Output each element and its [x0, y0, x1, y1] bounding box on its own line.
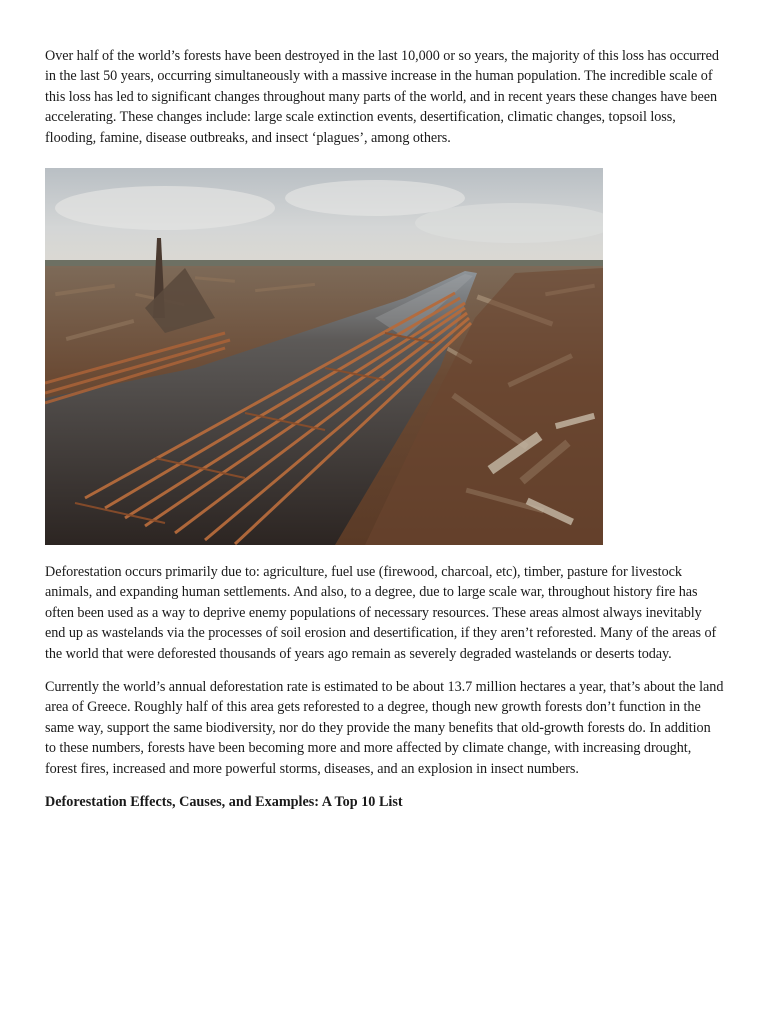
- deforested-canal-image: [45, 168, 603, 545]
- deforestation-photo: [45, 168, 725, 545]
- paragraph-intro: Over half of the world’s forests have been destroyed in the last 10,000 or so years, the majority of this loss has occurred in the last 50 years, occurring simultaneously with a massive increase in the human population. The incredible scale of this loss has led to significant changes throughout many parts of the world, and in recent years these changes have been accelerating. These changes include: large scale extinction events, desertification, climatic changes, topsoil loss, flooding, famine, disease outbreaks, and insect ‘plagues’, among others.: [45, 48, 719, 146]
- paragraph-causes: Deforestation occurs primarily due to: agriculture, fuel use (firewood, charcoal, etc), timber, pasture for livestock animals, and expanding human settlements. And also, to a degree, due to large scale war, throughout history fire has often been used as a way to deprive enemy populations of necessary resources. These areas almost always inevitably end up as wastelands via the processes of soil erosion and desertification, if they aren’t reforested. Many of the areas of the world that were deforested thousands of years ago remain as severely degraded wastelands or deserts today.: [45, 564, 717, 662]
- document-page: [45, 46, 725, 812]
- paragraph-rate: Currently the world’s annual deforestation rate is estimated to be about 13.7 million hectares a year, that’s about the land area of Greece. Roughly half of this area gets reforested to a degree, though new growth forests don’t function in the same way, support the same biodiversity, nor do they provide the many benefits that old-growth forests do. In addition to these numbers, forests have been becoming more and more affected by climate change, with increasing drought, forest fires, increased and more powerful storms, diseases, and an explosion in insect numbers.: [45, 679, 724, 777]
- section-heading: Deforestation Effects, Causes, and Examples: A Top 10 List: [45, 794, 403, 811]
